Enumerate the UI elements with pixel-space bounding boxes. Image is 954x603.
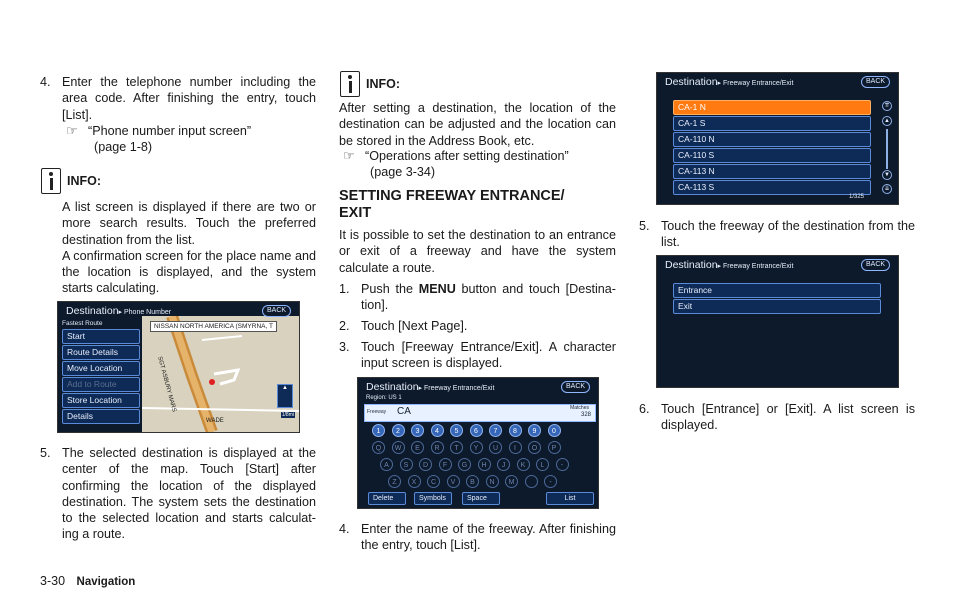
start-button[interactable]: Start bbox=[62, 329, 140, 344]
step-text: Touch [Freeway Entrance/Exit]. A character input screen is displayed. bbox=[361, 340, 616, 371]
list-counter: 1/325 bbox=[849, 194, 865, 200]
key-button[interactable]: 1 bbox=[372, 424, 385, 437]
list-item[interactable]: CA-113 N bbox=[673, 164, 871, 179]
back-button[interactable]: BACK bbox=[861, 259, 890, 271]
screenshot-destination-map bbox=[57, 301, 300, 433]
ref-line2: (page 3-34) bbox=[370, 165, 436, 179]
list-item[interactable]: CA-1 S bbox=[673, 116, 871, 131]
key-button[interactable]: 4 bbox=[431, 424, 444, 437]
screen-title bbox=[665, 76, 793, 88]
back-button[interactable]: BACK bbox=[861, 76, 890, 88]
key-button[interactable]: H bbox=[478, 458, 491, 471]
exit-button[interactable]: Exit bbox=[673, 299, 881, 314]
key-button[interactable]: 5 bbox=[450, 424, 463, 437]
col1-info-text bbox=[62, 199, 316, 297]
matches-label: Matches bbox=[570, 405, 589, 411]
delete-button[interactable]: Delete bbox=[368, 492, 406, 505]
reference-icon: ☞ bbox=[343, 148, 355, 163]
step-number: 5. bbox=[40, 446, 51, 460]
symbols-button[interactable]: Symbols bbox=[414, 492, 452, 505]
street-label-1: SGT ASBURY MARS bbox=[156, 356, 177, 413]
col3-step5 bbox=[639, 218, 915, 251]
ref-line2: (page 1-8) bbox=[94, 140, 153, 154]
key-button[interactable]: G bbox=[458, 458, 471, 471]
screenshot-freeway-input bbox=[357, 377, 599, 509]
screen-title bbox=[665, 259, 793, 271]
key-button[interactable]: X bbox=[408, 475, 421, 488]
map-address: NISSAN NORTH AMERICA (SMYRNA, T bbox=[150, 321, 277, 332]
key-button[interactable] bbox=[525, 475, 538, 488]
key-button[interactable]: P bbox=[548, 441, 561, 454]
subtitle-text: ▸ Phone Number bbox=[118, 309, 172, 316]
list-item[interactable]: CA-110 N bbox=[673, 132, 871, 147]
street-label-2: WADE bbox=[206, 418, 224, 424]
step-text: Enter the telephone number including the area code. After finishing the entry, touch [List]. bbox=[62, 75, 316, 122]
page-footer bbox=[40, 574, 135, 588]
map-area bbox=[142, 316, 299, 432]
title-text: Destination bbox=[665, 76, 718, 88]
step-text: Enter the name of the freeway. After finishing the entry, touch [List]. bbox=[361, 522, 616, 553]
route-details-button[interactable]: Route Details bbox=[62, 345, 140, 360]
info-icon bbox=[41, 168, 61, 194]
screen-title bbox=[366, 381, 494, 393]
key-button[interactable]: K bbox=[517, 458, 530, 471]
key-button[interactable]: - bbox=[556, 458, 569, 471]
section-name: Navigation bbox=[76, 576, 136, 588]
back-button[interactable]: BACK bbox=[561, 381, 590, 393]
map-scale: 1/8mi bbox=[281, 412, 294, 418]
ref-line1: “Operations after setting destination” bbox=[365, 149, 569, 163]
field-value: CA bbox=[397, 406, 411, 417]
screen-title bbox=[66, 305, 171, 317]
col1-step4-ref bbox=[66, 123, 316, 155]
key-button[interactable]: 0 bbox=[548, 424, 561, 437]
key-button[interactable]: E bbox=[411, 441, 424, 454]
title-text: Destination bbox=[366, 381, 419, 393]
region-label: Region: US 1 bbox=[366, 395, 402, 401]
reference-icon: ☞ bbox=[66, 123, 78, 138]
title-text: Destination bbox=[665, 259, 718, 271]
title-text: Destination bbox=[66, 305, 119, 317]
space-button[interactable]: Space bbox=[462, 492, 500, 505]
step-number: 5. bbox=[639, 219, 650, 233]
list-item[interactable]: CA-1 N bbox=[673, 100, 871, 115]
key-button[interactable]: S bbox=[400, 458, 413, 471]
key-button[interactable]: Y bbox=[470, 441, 483, 454]
scroll-down-icon[interactable]: ▼ bbox=[882, 170, 892, 180]
page-up-icon[interactable]: ⇈ bbox=[882, 101, 892, 111]
subtitle-text: ▸ Freeway Entrance/Exit bbox=[717, 80, 794, 87]
col1-info-header bbox=[41, 168, 101, 194]
subtitle-text: ▸ Freeway Entrance/Exit bbox=[418, 385, 495, 392]
page-down-icon[interactable]: ⇊ bbox=[882, 184, 892, 194]
section-heading: SETTING FREEWAY ENTRANCE/ EXIT bbox=[339, 188, 565, 221]
key-button[interactable]: 3 bbox=[411, 424, 424, 437]
route-label: Fastest Route bbox=[62, 320, 103, 327]
compass-icon: ▲ bbox=[277, 384, 293, 408]
ref-line1: “Phone number input screen” bbox=[88, 124, 252, 138]
key-button[interactable]: Z bbox=[388, 475, 401, 488]
back-button[interactable]: BACK bbox=[262, 305, 291, 317]
key-button[interactable]: B bbox=[466, 475, 479, 488]
key-button[interactable]: M bbox=[505, 475, 518, 488]
col2-info-text: After setting a destination, the location of the destination can be adjusted and the location can be stored in the Address Book, etc. bbox=[339, 101, 616, 148]
key-button[interactable]: R bbox=[431, 441, 444, 454]
freeway-input[interactable] bbox=[364, 404, 596, 422]
field-label: Freeway bbox=[367, 409, 387, 415]
info-paragraph-2: A confirmation screen for the place name and the location is displayed, and the system starts calculating. bbox=[62, 248, 316, 296]
key-button[interactable]: F bbox=[439, 458, 452, 471]
key-button[interactable]: 2 bbox=[392, 424, 405, 437]
screenshot-entrance-exit bbox=[656, 255, 899, 388]
info-icon bbox=[340, 71, 360, 97]
step-number: 6. bbox=[639, 402, 650, 416]
list-item[interactable]: CA-110 S bbox=[673, 148, 871, 163]
col1-step4 bbox=[40, 74, 316, 123]
step-number: 2. bbox=[339, 319, 350, 333]
key-button[interactable]: 7 bbox=[489, 424, 502, 437]
step-number: 4. bbox=[40, 75, 51, 89]
col2-step2 bbox=[339, 318, 616, 334]
key-button[interactable]: O bbox=[528, 441, 541, 454]
screenshot-freeway-list bbox=[656, 72, 899, 205]
key-button[interactable]: Q bbox=[372, 441, 385, 454]
key-button[interactable]: 8 bbox=[509, 424, 522, 437]
key-button[interactable]: C bbox=[427, 475, 440, 488]
list-button[interactable]: List bbox=[546, 492, 594, 505]
key-button[interactable]: W bbox=[392, 441, 405, 454]
add-to-route-button[interactable]: Add to Route bbox=[62, 377, 140, 392]
details-button[interactable]: Details bbox=[62, 409, 140, 424]
step-text-post: button and touch [Destina-tion]. bbox=[361, 282, 616, 313]
key-button[interactable]: 9 bbox=[528, 424, 541, 437]
key-button[interactable]: J bbox=[497, 458, 510, 471]
col2-info-header bbox=[340, 71, 400, 97]
info-label: INFO: bbox=[366, 77, 401, 91]
key-button[interactable]: V bbox=[447, 475, 460, 488]
step-text: Touch [Next Page]. bbox=[361, 319, 468, 333]
info-label: INFO: bbox=[67, 174, 102, 188]
step-text: The selected destination is displayed at the center of the map. Touch [Start] after confirming the location of the displayed destination. The system sets the destination to the selected location and starts calculat-ing a route. bbox=[62, 446, 316, 542]
info-paragraph-1: A list screen is displayed if there are two or more search results. Touch the preferred destination from the list. bbox=[62, 200, 316, 247]
section-intro: It is possible to set the destination to an entrance or exit of a freeway and have the system calculate a route. bbox=[339, 228, 616, 275]
store-location-button[interactable]: Store Location bbox=[62, 393, 140, 408]
page-number: 3-30 bbox=[40, 574, 66, 588]
step-text: Touch [Entrance] or [Exit]. A list screen is displayed. bbox=[661, 402, 915, 433]
key-button[interactable]: U bbox=[489, 441, 502, 454]
col1-step5 bbox=[40, 445, 316, 543]
step-text: Touch the freeway of the destination from the list. bbox=[661, 219, 915, 250]
col2-step4 bbox=[339, 521, 616, 554]
entrance-button[interactable]: Entrance bbox=[673, 283, 881, 298]
move-location-button[interactable]: Move Location bbox=[62, 361, 140, 376]
key-button[interactable]: - bbox=[544, 475, 557, 488]
col2-step1 bbox=[339, 281, 616, 314]
key-button[interactable]: N bbox=[486, 475, 499, 488]
step-number: 1. bbox=[339, 282, 350, 296]
col2-info-ref bbox=[343, 148, 616, 180]
key-button[interactable]: 6 bbox=[470, 424, 483, 437]
scrollbar[interactable] bbox=[886, 129, 888, 169]
step-text-pre: Push the bbox=[361, 282, 419, 296]
menu-keyword: MENU bbox=[418, 282, 456, 296]
col2-step3 bbox=[339, 339, 616, 372]
key-button[interactable]: D bbox=[419, 458, 432, 471]
key-button[interactable]: A bbox=[380, 458, 393, 471]
step-number: 3. bbox=[339, 340, 350, 354]
subtitle-text: ▸ Freeway Entrance/Exit bbox=[717, 263, 794, 270]
key-button[interactable]: I bbox=[509, 441, 522, 454]
scroll-up-icon[interactable]: ▲ bbox=[882, 116, 892, 126]
matches-value: 328 bbox=[580, 412, 591, 418]
list-item[interactable]: CA-113 S bbox=[673, 180, 871, 195]
key-button[interactable]: L bbox=[536, 458, 549, 471]
key-button[interactable]: T bbox=[450, 441, 463, 454]
step-number: 4. bbox=[339, 522, 350, 536]
col3-step6 bbox=[639, 401, 915, 434]
destination-marker bbox=[209, 379, 215, 385]
